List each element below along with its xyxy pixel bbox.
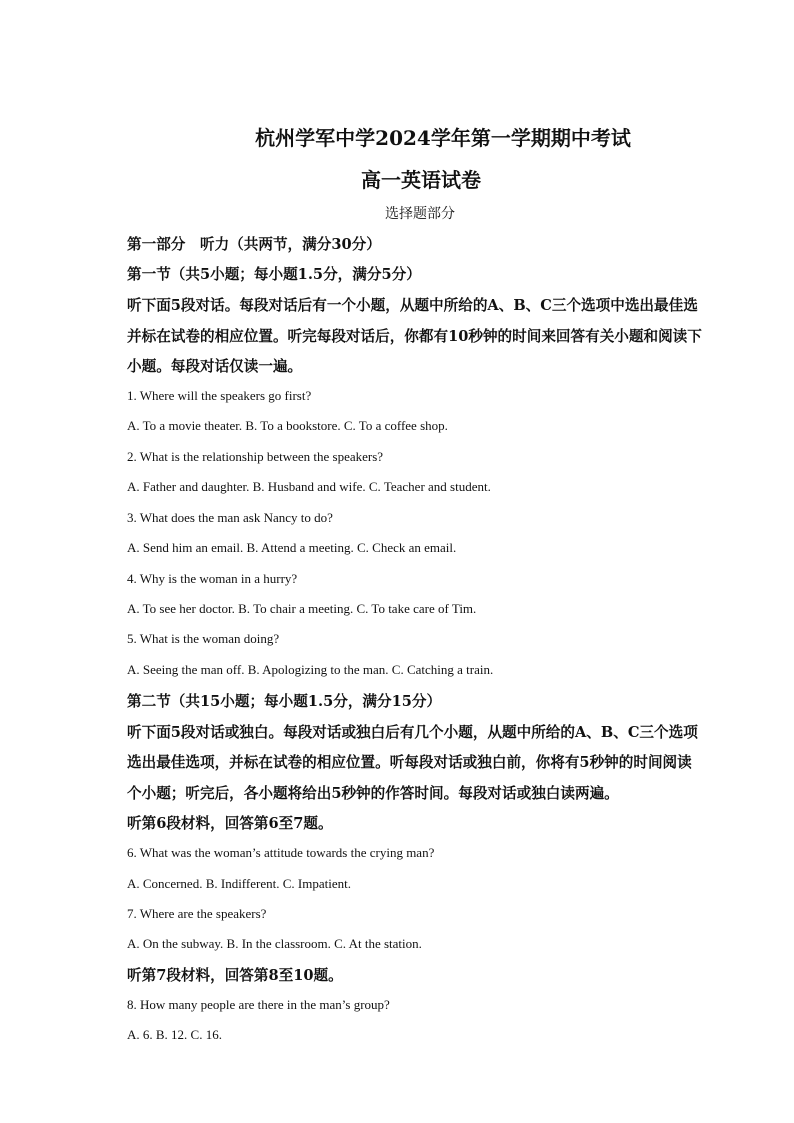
- subject-title: 高一英语试卷: [361, 168, 481, 192]
- instruction-line: 个小题；听完后，各小题将给出5秒钟的作答时间。每段对话或独白读两遍。: [127, 785, 619, 802]
- answer-options: A. Send him an email. B. Attend a meeting. C. Check an email.: [127, 540, 457, 555]
- subsection-heading: 第二节（共15小题；每小题1.5分，满分15分）: [127, 693, 442, 710]
- question: 5. What is the woman doing?: [127, 631, 280, 646]
- answer-options: A. Father and daughter. B. Husband and wife. C. Teacher and student.: [127, 479, 491, 494]
- question: 1. Where will the speakers go first?: [127, 388, 312, 403]
- question: 6. What was the woman’s attitude towards the crying man?: [127, 845, 435, 860]
- question: 4. Why is the woman in a hurry?: [127, 571, 298, 586]
- answer-options: A. Concerned. B. Indifferent. C. Impatient.: [127, 876, 351, 891]
- question: 7. Where are the speakers?: [127, 906, 267, 921]
- answer-options: A. 6. B. 12. C. 16.: [127, 1027, 222, 1042]
- exam-title: 杭州学军中学2024学年第一学期期中考试: [255, 126, 631, 150]
- answer-options: A. To a movie theater. B. To a bookstore. C. To a coffee shop.: [127, 418, 448, 433]
- part-heading: 选择题部分: [385, 206, 455, 222]
- instruction-line: 并标在试卷的相应位置。听完每段对话后，你都有10秒钟的时间来回答有关小题和阅读下: [127, 328, 702, 345]
- material-heading: 听第7段材料，回答第8至10题。: [127, 967, 343, 984]
- subsection-heading: 第一节（共5小题；每小题1.5分，满分5分）: [127, 266, 421, 283]
- instruction-line: 选出最佳选项，并标在试卷的相应位置。听每段对话或独白前，你将有5秒钟的时间阅读: [127, 754, 692, 771]
- question: 8. How many people are there in the man’s group?: [127, 997, 390, 1012]
- section-heading: 第一部分 听力（共两节，满分30分）: [127, 236, 381, 253]
- instruction-line: 听下面5段对话或独白。每段对话或独白后有几个小题，从题中所给的A、B、C三个选项: [127, 724, 698, 741]
- answer-options: A. On the subway. B. In the classroom. C. At the station.: [127, 936, 422, 951]
- answer-options: A. Seeing the man off. B. Apologizing to the man. C. Catching a train.: [127, 662, 494, 677]
- instruction-line: 小题。每段对话仅读一遍。: [127, 358, 303, 375]
- question: 3. What does the man ask Nancy to do?: [127, 510, 333, 525]
- question: 2. What is the relationship between the speakers?: [127, 449, 384, 464]
- answer-options: A. To see her doctor. B. To chair a meeting. C. To take care of Tim.: [127, 601, 477, 616]
- instruction-line: 听下面5段对话。每段对话后有一个小题，从题中所给的A、B、C三个选项中选出最佳选: [127, 297, 698, 314]
- material-heading: 听第6段材料，回答第6至7题。: [127, 815, 333, 832]
